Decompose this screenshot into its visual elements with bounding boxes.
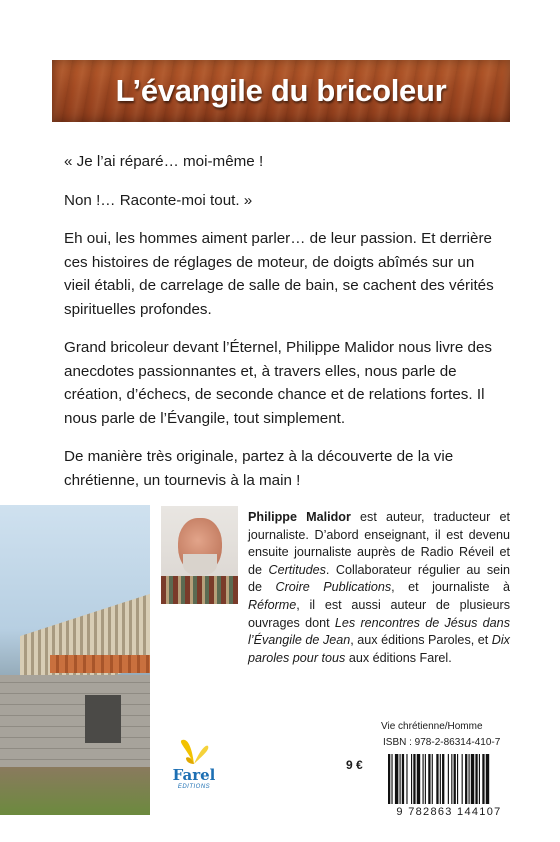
barcode-digits: 9 782863 144107	[396, 806, 502, 818]
blurb-paragraph-1: Eh oui, les hommes aiment parler… de leur passion. Et derrière ces histoires de réglages de moteur, de doigts abîmés sur un vieil établi, de carrelage de salle de bain, se cachent des vérités spirituelles profondes.	[64, 230, 494, 318]
author-portrait	[161, 506, 238, 604]
butterfly-icon	[174, 738, 214, 768]
book-title: L’évangile du bricoleur	[115, 73, 447, 108]
blurb-quote-2: Non !… Raconte-moi tout. »	[64, 191, 253, 209]
isbn-label: ISBN : 978-2-86314-410-7	[383, 737, 501, 748]
publisher-logo	[168, 738, 220, 808]
title-banner	[52, 60, 510, 122]
price: 9 €	[346, 758, 363, 772]
blurb-quote-1: « Je l’ai réparé… moi-même !	[64, 153, 264, 170]
blurb-paragraph-2: Grand bricoleur devant l’Éternel, Philippe Malidor nous livre des anecdotes passionnantes et, à travers elles, nous parle de création, d’échecs, de seconde chance et de relations fortes. Il nous parle de l’Évangile, tout simplement.	[64, 339, 493, 427]
back-cover-blurb	[64, 150, 500, 507]
publisher-subtitle: EDITIONS	[177, 784, 211, 790]
author-bio: Philippe Malidor est auteur, traducteur et journaliste. D’abord enseignant, il est devenu ensuite journaliste auprès de Radio Réveil et de Certitudes. Collaborateur régulier au sein de Croire Publications, et journaliste à Réforme, il est aussi auteur de plusieurs ouvrages dont Les rencontres de Jésus dans l’Évangile de Jean, aux éditions Paroles, et Dix paroles pour tous aux éditions Farel.	[248, 510, 510, 665]
publisher-name: Farel	[172, 766, 216, 784]
construction-photo	[0, 505, 150, 815]
blurb-paragraph-3: De manière très originale, partez à la découverte de la vie chrétienne, un tournevis à la main !	[64, 448, 454, 489]
author-name: Philippe Malidor	[248, 510, 351, 524]
category-label: Vie chrétienne/Homme	[381, 721, 483, 732]
